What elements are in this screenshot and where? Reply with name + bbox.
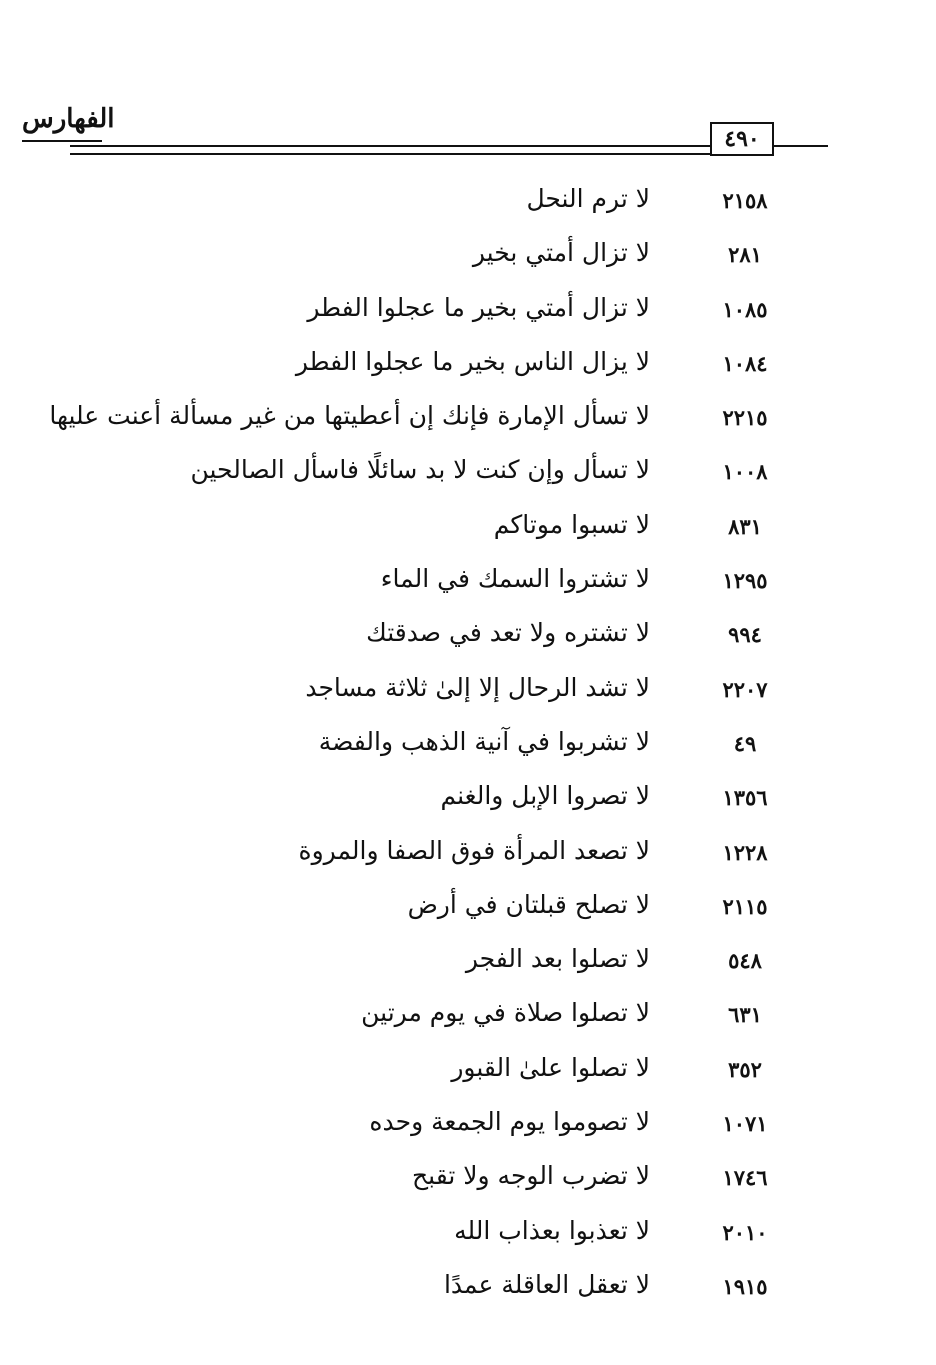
entry-number: ٨٣١ [728, 513, 762, 539]
entry-text: لا تصلوا علىٰ القبور [451, 1052, 650, 1082]
entry-text: لا تصوموا يوم الجمعة وحده [369, 1107, 650, 1137]
index-entry [0, 886, 936, 940]
header-rule-bottom [70, 153, 710, 155]
index-entry [0, 1049, 936, 1103]
entry-text: لا تشد الرحال إلا إلىٰ ثلاثة مساجد [305, 672, 650, 702]
index-entry [0, 180, 936, 234]
entry-text: لا يزال الناس بخير ما عجلوا الفطر [295, 346, 650, 376]
index-entry [0, 832, 936, 886]
entry-number: ٢١١٥ [722, 893, 768, 919]
index-list [0, 180, 936, 1320]
index-entry [0, 234, 936, 288]
entry-text: لا تصلح قبلتان في أرض [407, 889, 650, 919]
entry-text: لا تشربوا في آنية الذهب والفضة [318, 726, 650, 756]
entry-number: ١٠٨٥ [722, 296, 768, 322]
index-entry [0, 669, 936, 723]
entry-text: لا تعقل العاقلة عمدًا [443, 1269, 650, 1299]
entry-number: ٦٣١ [728, 1002, 762, 1028]
entry-number: ٩٩٤ [728, 622, 762, 648]
index-entry [0, 1266, 936, 1320]
entry-number: ٢٠١٠ [722, 1219, 768, 1245]
entry-number: ٢٨١ [728, 242, 762, 268]
entry-text: لا تصلوا بعد الفجر [465, 944, 650, 974]
index-entry [0, 343, 936, 397]
entry-text: لا تشتروا السمك في الماء [380, 564, 650, 594]
entry-number: ١٣٥٦ [722, 785, 768, 811]
entry-number: ١٢٢٨ [722, 839, 768, 865]
entry-text: لا تزال أمتي بخير [472, 238, 650, 268]
entry-number: ٢٢١٥ [722, 405, 768, 431]
entry-number: ١٧٤٦ [722, 1165, 768, 1191]
entry-number: ٣٥٢ [728, 1056, 762, 1082]
index-entry [0, 940, 936, 994]
entry-number: ٤٩ [733, 730, 757, 756]
index-entry [0, 506, 936, 560]
index-entry [0, 1103, 936, 1157]
page-number-box [710, 122, 774, 156]
index-entry [0, 994, 936, 1048]
entry-number: ١٩١٥ [722, 1273, 768, 1299]
index-entry [0, 614, 936, 668]
index-entry [0, 1212, 936, 1266]
entry-number: ١٠٧١ [722, 1111, 768, 1137]
page-header [0, 0, 936, 170]
entry-text: لا تضرب الوجه ولا تقبح [412, 1161, 650, 1191]
entry-text: لا تصلوا صلاة في يوم مرتين [361, 998, 650, 1028]
index-entry [0, 1157, 936, 1211]
page-number: ٤٩٠ [724, 126, 760, 152]
index-entry [0, 451, 936, 505]
entry-text: لا تصعد المرأة فوق الصفا والمروة [298, 835, 650, 865]
entry-number: ٢٢٠٧ [722, 676, 768, 702]
index-entry [0, 723, 936, 777]
entry-text: لا تعذبوا بعذاب الله [454, 1215, 650, 1245]
title-underline [22, 140, 102, 142]
entry-text: لا تسأل الإمارة فإنك إن أعطيتها من غير مسألة أعنت عليها [49, 401, 650, 431]
entry-text: لا تسبوا موتاكم [493, 509, 650, 539]
entry-number: ١٠٠٨ [722, 459, 768, 485]
index-entry [0, 777, 936, 831]
entry-text: لا تصروا الإبل والغنم [440, 781, 650, 811]
entry-text: لا تشتره ولا تعد في صدقتك [366, 618, 650, 648]
entry-text: لا ترم النحل [526, 184, 650, 213]
index-entry [0, 397, 936, 451]
entry-text: لا تزال أمتي بخير ما عجلوا الفطر [307, 292, 650, 322]
index-entry [0, 289, 936, 343]
entry-number: ١٢٩٥ [722, 568, 768, 594]
entry-number: ٢١٥٨ [722, 188, 768, 213]
index-entry [0, 560, 936, 614]
entry-number: ١٠٨٤ [722, 350, 768, 376]
section-title: الفهارس [22, 104, 115, 134]
entry-text: لا تسأل وإن كنت لا بد سائلًا فاسأل الصالحين [190, 455, 650, 485]
entry-number: ٥٤٨ [728, 948, 762, 974]
